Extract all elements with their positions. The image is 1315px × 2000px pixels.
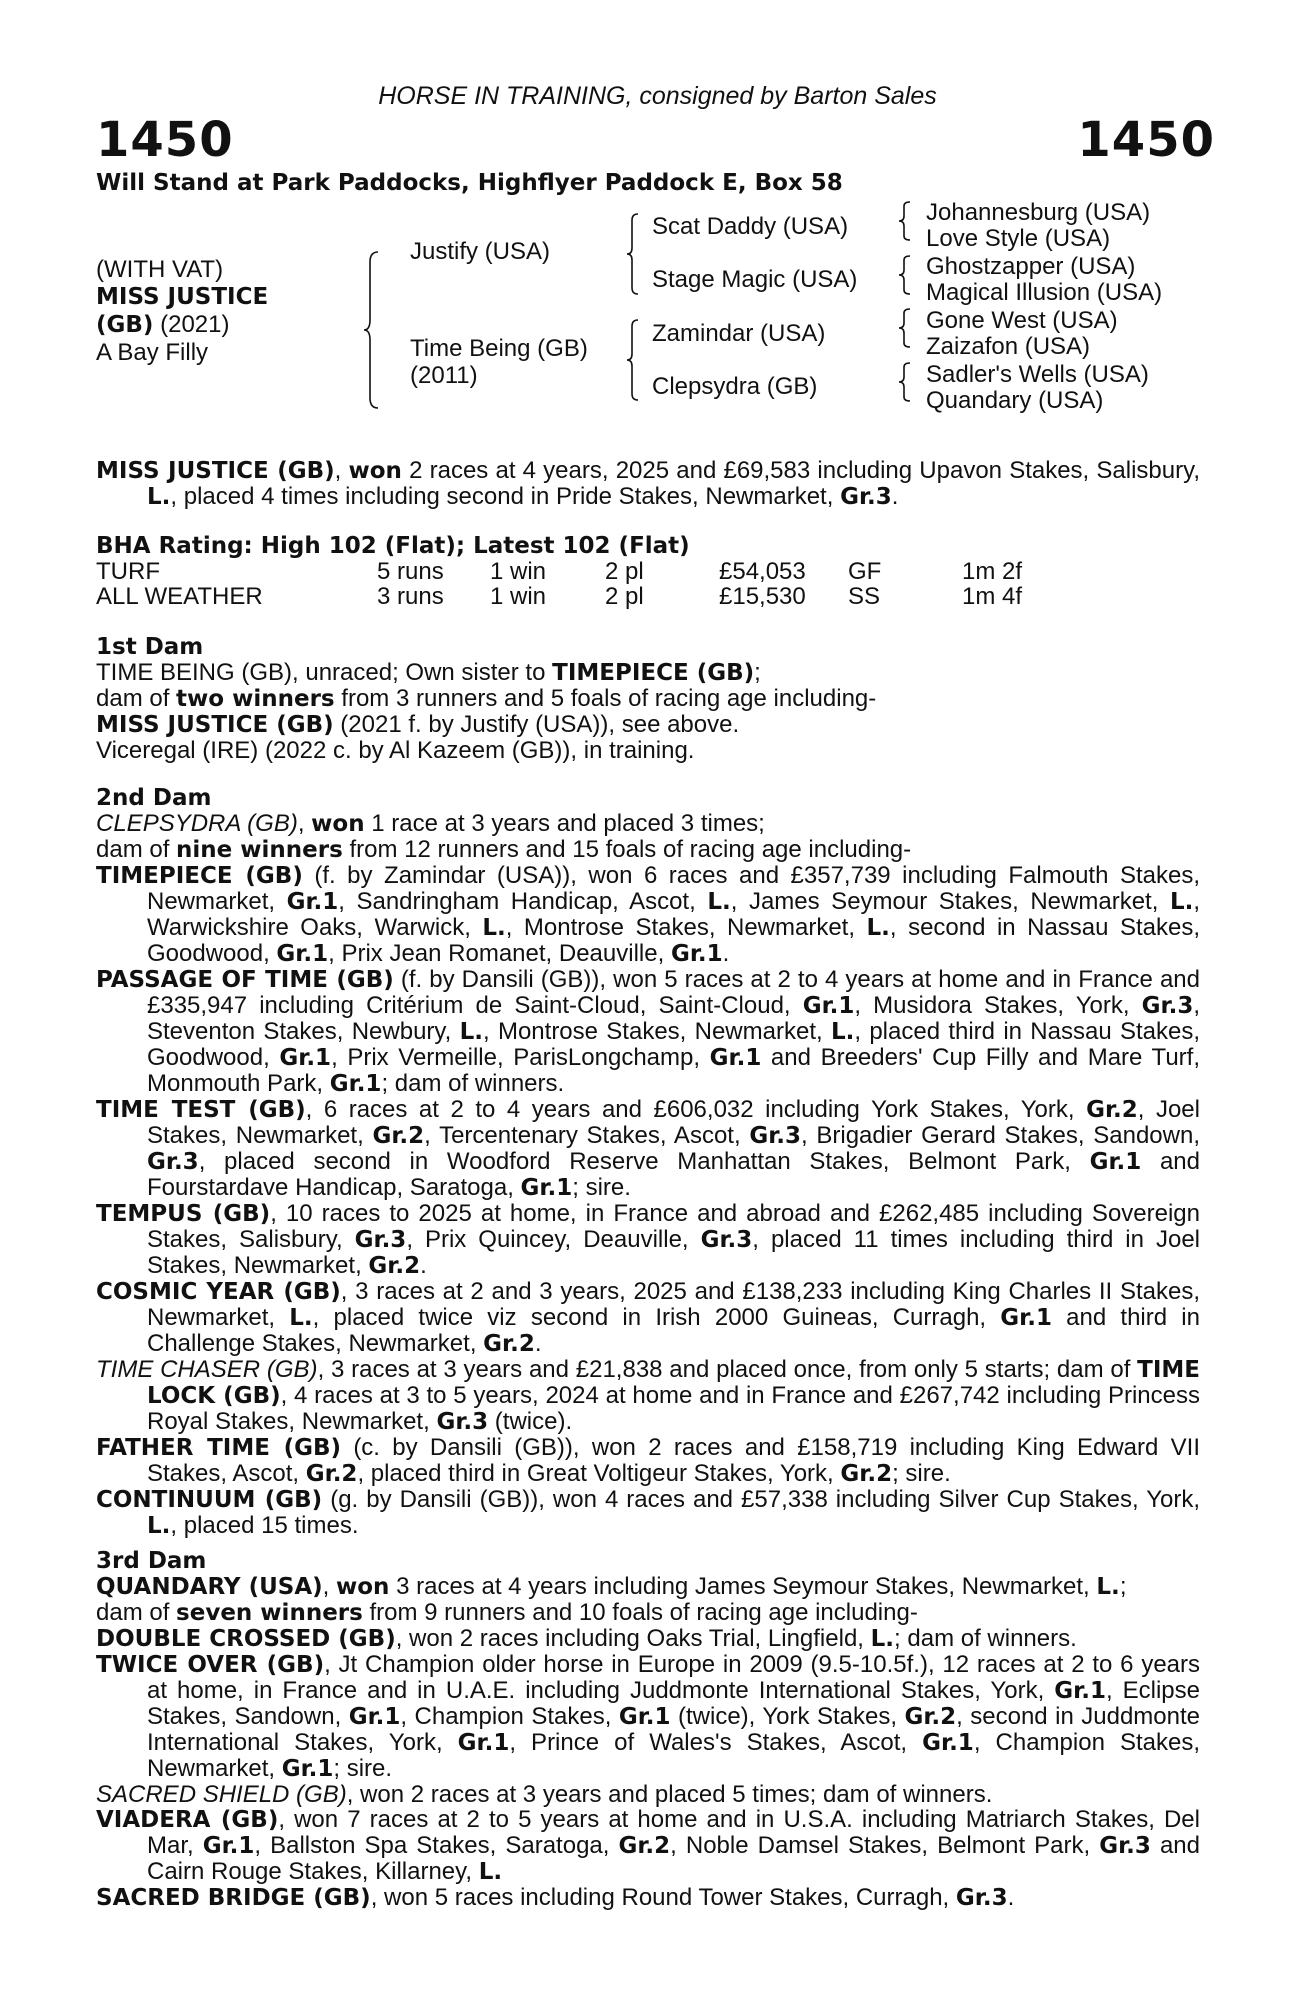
lot-number-right: 1450 (1077, 112, 1215, 168)
third-dam-text: 3 races at 4 years including James Seymour Stakes, Newmarket, (389, 1573, 1097, 1600)
third-dam-text: from 9 runners and 10 foals of racing age including- (362, 1599, 918, 1626)
lot-number-left: 1450 (96, 112, 234, 168)
dam-name-line2: (2011) (410, 362, 478, 389)
dam-sire: Zamindar (USA) (652, 320, 826, 347)
first-dam-punct: ; (754, 659, 761, 686)
summary-group: Gr.3 (840, 484, 892, 510)
progeny-name: MISS JUSTICE (GB) (96, 712, 334, 738)
brace-g4 (898, 361, 912, 403)
progeny-twice-over: TWICE OVER (GB), Jt Champion older horse in Europe in 2009 (9.5-10.5f.), 12 races at 2 to 6 years at home, in France and in U.A.E. including Juddmonte International Stakes, York, Gr.1, Eclipse Stakes, Sandown, Gr.1, Champion Stakes, Gr.1 (twice), York Stakes, Gr.2, second in Juddmonte International Stakes, York, Gr.1, Prince of Wales's Stakes, Ascot, Gr.1, Champion Stakes, Newmarket, Gr.1; sire. (96, 1651, 1201, 1782)
ancestor-8: Quandary (USA) (926, 387, 1104, 414)
progeny-sacred-bridge: SACRED BRIDGE (GB), won 5 races including Round Tower Stakes, Curragh, Gr.3. (96, 1884, 1015, 1911)
first-dam-sister: TIMEPIECE (GB) (552, 660, 755, 686)
dam-name (410, 335, 588, 389)
brace-sire (626, 212, 640, 296)
rating-going: SS (848, 583, 881, 610)
summary-listed: L. (147, 484, 171, 510)
ancestor-7: Sadler's Wells (USA) (926, 361, 1149, 388)
third-dam-text: dam of (96, 1599, 177, 1626)
second-dam-text: 1 race at 3 years and placed 3 times; (364, 810, 765, 837)
first-dam-text: TIME BEING (GB), unraced; Own sister to (96, 659, 553, 686)
rating-wins: 1 win (490, 558, 547, 585)
progeny-time-test: TIME TEST (GB), 6 races at 2 to 4 years and £606,032 including York Stakes, York, Gr.2, Joel Stakes, Newmarket, Gr.2, Tercentenary Stakes, Ascot, Gr.3, Brigadier Gerard Stakes, Sandown, Gr.3, placed second in Woodford Reserve Manhattan Stakes, Belmont Park, Gr.1 and Fourstardave Handicap, Saratoga, Gr.1; sire. (96, 1096, 1201, 1201)
progeny-cosmic-year: COSMIC YEAR (GB), 3 races at 2 and 3 years, 2025 and £138,233 including King Charles II Stakes, Newmarket, L., placed twice viz second in Irish 2000 Guineas, Curragh, Gr.1 and third in Challenge Stakes, Newmarket, Gr.2. (96, 1278, 1200, 1357)
rating-placed: 2 pl (605, 583, 644, 610)
rating-earnings: £15,530 (719, 583, 806, 610)
progeny-viadera: VIADERA (GB), won 7 races at 2 to 5 years at home and in U.S.A. including Matriarch Stakes, Del Mar, Gr.1, Ballston Spa Stakes, Saratoga, Gr.2, Noble Damsel Stakes, Belmont Park, Gr.3 and Cairn Rouge Stakes, Killarney, L. (96, 1806, 1200, 1885)
grandsires-block (926, 200, 1162, 414)
second-dam-name: CLEPSYDRA (GB) (96, 810, 298, 837)
second-dam-won: won (311, 811, 365, 837)
third-dam-heading: 3rd Dam (96, 1548, 207, 1574)
ancestor-2: Love Style (USA) (926, 225, 1111, 252)
horse-origin: (GB) (96, 312, 154, 338)
brace-g2 (898, 254, 912, 296)
progeny-continuum: CONTINUUM (GB) (g. by Dansili (GB)), won 4 races and £57,338 including Silver Cup Stakes, York, L., placed 15 times. (96, 1486, 1201, 1539)
summary-end: . (891, 483, 899, 510)
progeny-text: Viceregal (IRE) (2022 c. by Al Kazeem (GB)), in training. (96, 737, 695, 764)
third-dam-won: won (336, 1574, 390, 1600)
second-dam-text: dam of (96, 836, 177, 863)
sire-dam: Stage Magic (USA) (652, 266, 858, 293)
pedigree-brace-main (362, 250, 382, 410)
brace-dam (626, 318, 640, 402)
second-dam-text: from 12 runners and 15 foals of racing age including- (342, 836, 912, 863)
ancestor-4: Magical Illusion (USA) (926, 279, 1163, 306)
progeny-double-crossed: DOUBLE CROSSED (GB), won 2 races including Oaks Trial, Lingfield, L.; dam of winners. (96, 1625, 1077, 1652)
horse-identity (96, 256, 268, 366)
brace-g1 (898, 200, 912, 242)
rating-placed: 2 pl (605, 558, 644, 585)
rating-surface: TURF (96, 558, 160, 585)
consignment-line: HORSE IN TRAINING, consigned by Barton Sales (378, 82, 937, 110)
ancestor-3: Ghostzapper (USA) (926, 253, 1136, 280)
third-dam-name: QUANDARY (USA) (96, 1574, 323, 1600)
rating-runs: 5 runs (377, 558, 444, 585)
rating-surface: ALL WEATHER (96, 583, 263, 610)
third-dam-punct: ; (1119, 1573, 1127, 1600)
first-dam-section (96, 634, 1200, 763)
rating-distance: 1m 2f (962, 558, 1023, 585)
third-dam-section (96, 1548, 1200, 1911)
second-dam-section (96, 785, 1200, 1539)
first-dam-text: from 3 runners and 5 foals of racing age including- (334, 685, 877, 712)
rating-runs: 3 runs (377, 583, 444, 610)
progeny-sacred-shield: SACRED SHIELD (GB), won 2 races at 3 years and placed 5 times; dam of winners. (96, 1781, 993, 1808)
rating-earnings: £54,053 (719, 558, 806, 585)
summary-won: won (348, 458, 402, 484)
second-dam-punct: , (297, 810, 312, 837)
third-dam-winners: seven winners (176, 1600, 363, 1626)
ancestor-1: Johannesburg (USA) (926, 199, 1151, 226)
horse-description: A Bay Filly (96, 339, 209, 366)
sire-sire: Scat Daddy (USA) (652, 213, 849, 240)
vat-label: (WITH VAT) (96, 256, 224, 283)
first-dam-heading: 1st Dam (96, 634, 204, 660)
first-dam-winners: two winners (176, 686, 335, 712)
dam-dam: Clepsydra (GB) (652, 373, 818, 400)
third-dam-punct: , (322, 1573, 336, 1600)
horse-year: (2021) (160, 311, 230, 338)
third-dam-listed: L. (1096, 1574, 1120, 1600)
horse-name: MISS JUSTICE (96, 284, 269, 310)
progeny-passage-of-time: PASSAGE OF TIME (GB) (f. by Dansili (GB)), won 5 races at 2 to 4 years at home and in France and £335,947 including Critérium de Saint-Cloud, Saint-Cloud, Gr.1, Musidora Stakes, York, Gr.3, Steventon Stakes, Newbury, L., Montrose Stakes, Newmarket, L., placed third in Nassau Stakes, Goodwood, Gr.1, Prix Vermeille, ParisLongchamp, Gr.1 and Breeders' Cup Filly and Mare Turf, Monmouth Park, Gr.1; dam of winners. (96, 966, 1201, 1097)
rating-distance: 1m 4f (962, 583, 1023, 610)
progeny-text: (2021 f. by Justify (USA)), see above. (333, 711, 740, 738)
ancestor-5: Gone West (USA) (926, 307, 1118, 334)
ancestor-6: Zaizafon (USA) (926, 333, 1091, 360)
race-summary: MISS JUSTICE (GB), won 2 races at 4 years, 2025 and £69,583 including Upavon Stakes, Salisbury, L., placed 4 times including second in Pride Stakes, Newmarket, Gr.3. (96, 457, 1200, 510)
sire-name: Justify (USA) (410, 238, 551, 265)
summary-horse-name: MISS JUSTICE (GB) (96, 458, 335, 484)
rating-heading-text: BHA Rating: High 102 (Flat); Latest 102 (Flat) (96, 533, 690, 559)
brace-g3 (898, 307, 912, 349)
progeny-tempus: TEMPUS (GB), 10 races to 2025 at home, in France and abroad and £262,485 including Sovereign Stakes, Salisbury, Gr.3, Prix Quincey, Deauville, Gr.3, placed 11 times including third in Joel Stakes, Newmarket, Gr.2. (96, 1200, 1201, 1279)
rating-wins: 1 win (490, 583, 547, 610)
second-dam-winners: nine winners (176, 837, 343, 863)
progeny-timepiece: TIMEPIECE (GB) (f. by Zamindar (USA)), won 6 races and £357,739 including Falmouth Stakes, Newmarket, Gr.1, Sandringham Handicap, Ascot, L., James Seymour Stakes, Newmarket, L., Warwickshire Oaks, Warwick, L., Montrose Stakes, Newmarket, L., second in Nassau Stakes, Goodwood, Gr.1, Prix Jean Romanet, Deauville, Gr.1. (96, 862, 1201, 967)
rating-heading (96, 533, 1200, 559)
summary-text-2: , placed 4 times including second in Pride Stakes, Newmarket, (170, 483, 841, 510)
second-dam-heading: 2nd Dam (96, 785, 212, 811)
dam-name-line1: Time Being (GB) (410, 335, 588, 362)
rating-going: GF (848, 558, 882, 585)
summary-text-1: 2 races at 4 years, 2025 and £69,583 including Upavon Stakes, Salisbury, (401, 457, 1200, 484)
first-dam-text: dam of (96, 685, 177, 712)
stand-location: Will Stand at Park Paddocks, Highflyer Paddock E, Box 58 (96, 170, 843, 196)
progeny-father-time: FATHER TIME (GB) (c. by Dansili (GB)), won 2 races and £158,719 including King Edward VII Stakes, Ascot, Gr.2, placed third in Great Voltigeur Stakes, York, Gr.2; sire. (96, 1434, 1200, 1487)
progeny-time-chaser: TIME CHASER (GB), 3 races at 3 years and £21,838 and placed once, from only 5 starts; dam of TIME LOCK (GB), 4 races at 3 to 5 years, 2024 at home and in France and £267,742 including Princess Royal Stakes, Newmarket, Gr.3 (twice). (96, 1356, 1201, 1435)
